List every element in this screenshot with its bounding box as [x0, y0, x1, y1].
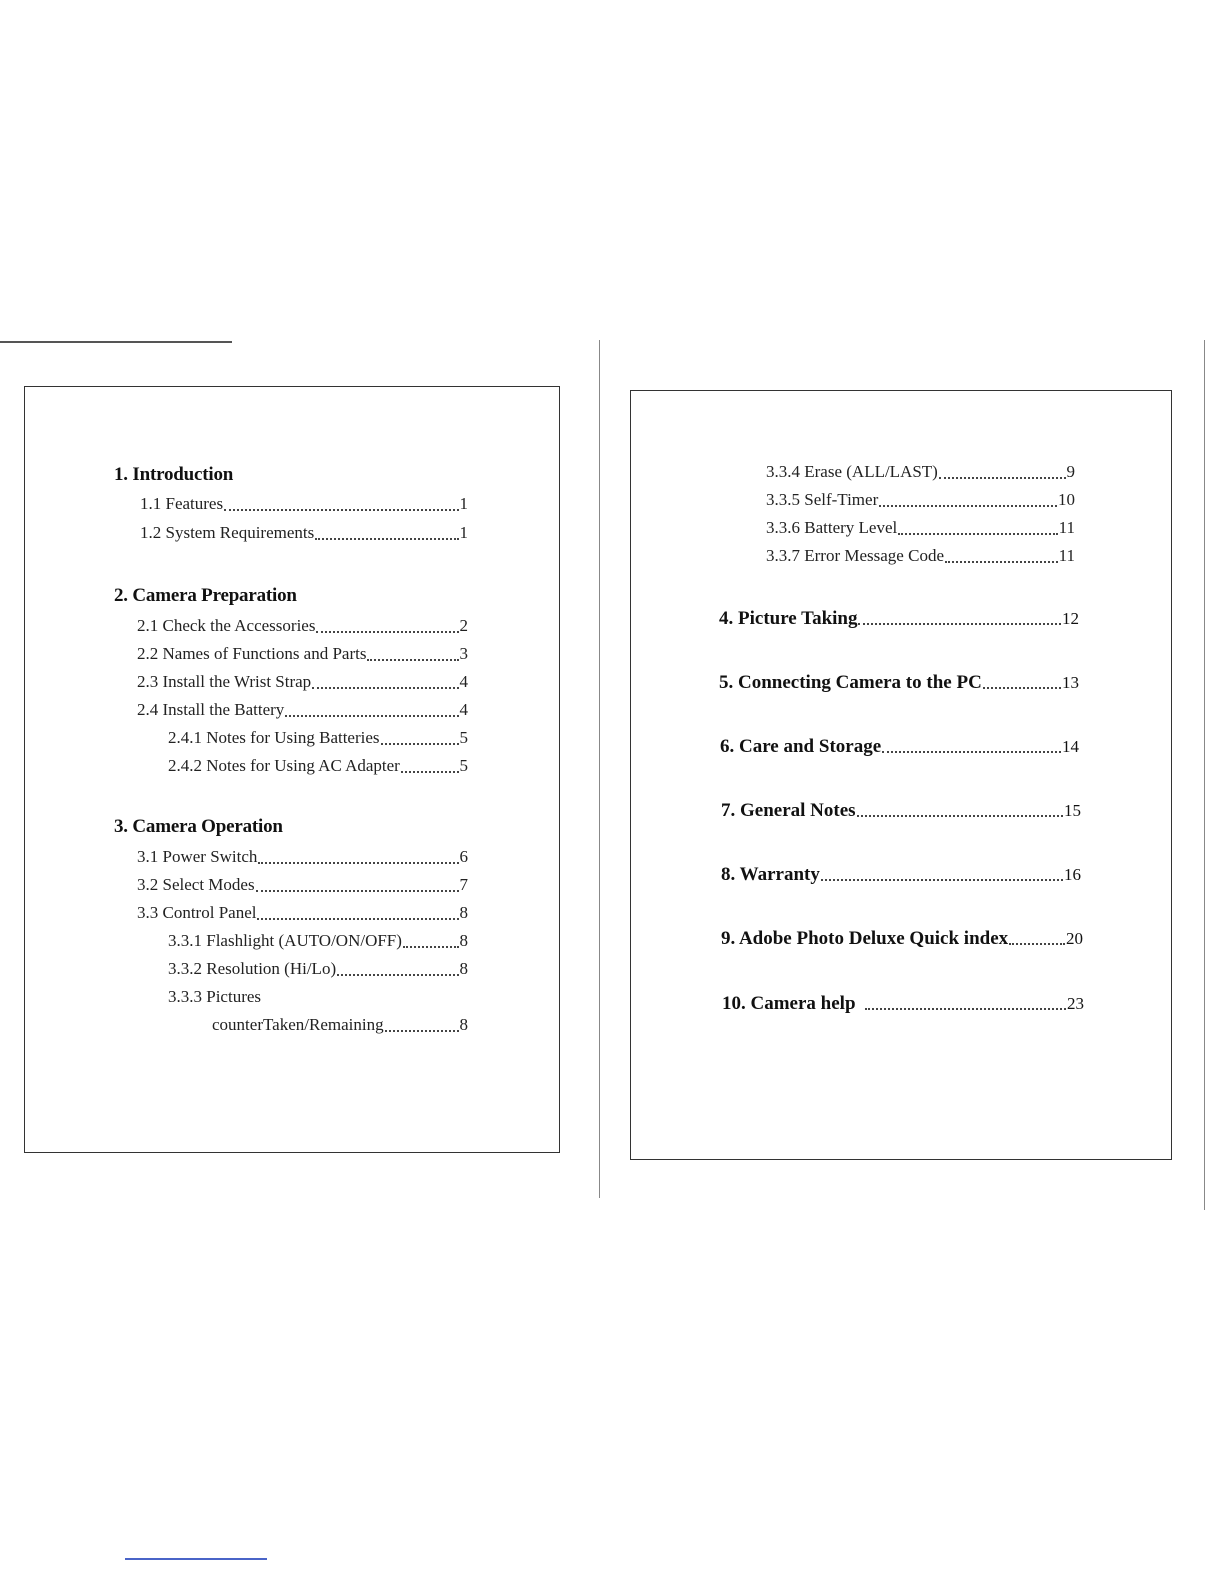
toc-entry-battery-level[interactable]	[766, 518, 1075, 540]
toc-chapter-adobe-photo-deluxe[interactable]	[721, 928, 1083, 950]
dot-leader	[385, 1030, 459, 1032]
section-heading-camera-preparation: 2. Camera Preparation	[114, 585, 297, 606]
toc-entry-names-functions-parts[interactable]	[137, 644, 468, 666]
toc-entry-select-modes[interactable]	[137, 875, 468, 897]
toc-entry-title: 2.4.2 Notes for Using AC Adapter	[168, 756, 400, 775]
dot-leader	[403, 946, 459, 948]
toc-chapter-page: 20	[1066, 929, 1083, 948]
dot-leader	[857, 815, 1063, 817]
dot-leader	[865, 1008, 1066, 1010]
dot-leader	[945, 561, 1058, 563]
toc-chapter-title: 5. Connecting Camera to the PC	[719, 672, 982, 693]
toc-chapter-page: 15	[1064, 801, 1081, 820]
toc-entry-page: 10	[1058, 490, 1075, 509]
center-fold-line	[599, 340, 600, 1198]
top-left-page-edge	[0, 341, 232, 343]
toc-entry-title: 2.4.1 Notes for Using Batteries	[168, 728, 380, 747]
dot-leader	[285, 715, 458, 717]
dot-leader	[312, 687, 458, 689]
toc-entry-page: 4	[459, 672, 468, 691]
toc-entry-check-accessories[interactable]	[137, 616, 468, 638]
toc-chapter-title: 4. Picture Taking	[719, 608, 858, 629]
dot-leader	[858, 623, 1061, 625]
toc-entry-title: 3.3.7 Error Message Code	[766, 546, 944, 565]
toc-entry-page: 6	[459, 847, 468, 866]
toc-entry-page: 8	[459, 1015, 468, 1034]
toc-entry-system-requirements[interactable]	[140, 523, 468, 545]
toc-entry-page: 3	[459, 644, 468, 663]
toc-entry-install-wrist-strap[interactable]	[137, 672, 468, 694]
toc-entry-page: 4	[459, 700, 468, 719]
toc-entry-error-message-code[interactable]	[766, 546, 1075, 568]
toc-entry-control-panel[interactable]	[137, 903, 468, 925]
toc-entry-title: 1.1 Features	[140, 494, 224, 513]
toc-chapter-camera-help[interactable]	[722, 993, 1084, 1015]
toc-entry-title: 3.3.6 Battery Level	[766, 518, 898, 537]
dot-leader	[898, 533, 1057, 535]
toc-entry-title: 2.4 Install the Battery	[137, 700, 285, 719]
dot-leader	[224, 509, 458, 511]
toc-entry-resolution[interactable]	[168, 959, 468, 981]
toc-entry-self-timer[interactable]	[766, 490, 1075, 512]
dot-leader	[879, 505, 1057, 507]
toc-entry-page: 5	[459, 728, 468, 747]
section-heading-camera-operation: 3. Camera Operation	[114, 816, 283, 837]
toc-entry-title: 2.3 Install the Wrist Strap	[137, 672, 312, 691]
toc-entry-title: 3.3.4 Erase (ALL/LAST)	[766, 462, 938, 481]
toc-entry-page: 1	[459, 494, 468, 513]
toc-entry-page: 1	[459, 523, 468, 542]
toc-entry-title: 3.3.2 Resolution (Hi/Lo)	[168, 959, 337, 978]
toc-chapter-warranty[interactable]	[721, 864, 1081, 886]
toc-entry-title: 3.3.5 Self-Timer	[766, 490, 879, 509]
dot-leader	[882, 751, 1061, 753]
toc-entry-erase[interactable]	[766, 462, 1075, 484]
toc-entry-features[interactable]	[140, 494, 468, 516]
toc-entry-title: 3.3.1 Flashlight (AUTO/ON/OFF)	[168, 931, 402, 950]
bottom-left-mark	[125, 1558, 267, 1560]
dot-leader	[315, 538, 458, 540]
toc-chapter-connecting-camera[interactable]	[719, 672, 1079, 694]
toc-chapter-title: 10. Camera help	[722, 993, 856, 1014]
toc-entry-flashlight[interactable]	[168, 931, 468, 953]
dot-leader	[316, 631, 458, 633]
toc-chapter-title: 6. Care and Storage	[720, 736, 882, 757]
toc-entry-page: 8	[459, 903, 468, 922]
toc-entry-notes-ac-adapter[interactable]	[168, 756, 468, 778]
toc-entry-title: 3.3 Control Panel	[137, 903, 257, 922]
toc-chapter-title: 7. General Notes	[721, 800, 856, 821]
toc-entry-title: 1.2 System Requirements	[140, 523, 315, 542]
toc-entry-title: counterTaken/Remaining	[212, 1015, 384, 1034]
toc-entry-page: 11	[1058, 546, 1075, 565]
right-page-edge	[1204, 340, 1205, 1210]
dot-leader	[367, 659, 458, 661]
dot-leader	[337, 974, 458, 976]
toc-entry-page: 8	[459, 931, 468, 950]
toc-entry-notes-batteries[interactable]	[168, 728, 468, 750]
toc-entry-title: 2.2 Names of Functions and Parts	[137, 644, 367, 663]
toc-entry-page: 9	[1066, 462, 1075, 481]
section-heading-introduction: 1. Introduction	[114, 464, 234, 485]
dot-leader	[939, 477, 1066, 479]
toc-entry-pictures-counter[interactable]	[212, 1015, 468, 1037]
toc-chapter-page: 12	[1062, 609, 1079, 628]
toc-entry-page: 5	[459, 756, 468, 775]
dot-leader	[983, 687, 1061, 689]
toc-chapter-title: 9. Adobe Photo Deluxe Quick index	[721, 928, 1009, 949]
toc-chapter-picture-taking[interactable]	[719, 608, 1079, 630]
dot-leader	[381, 743, 459, 745]
toc-chapter-title: 8. Warranty	[721, 864, 820, 885]
dot-leader	[1009, 943, 1065, 945]
toc-entry-page: 11	[1058, 518, 1075, 537]
toc-entry-install-battery[interactable]	[137, 700, 468, 722]
dot-leader	[258, 862, 458, 864]
toc-entry-title: 2.1 Check the Accessories	[137, 616, 316, 635]
toc-entry-page: 7	[459, 875, 468, 894]
dot-leader	[257, 918, 458, 920]
toc-entry-page: 2	[459, 616, 468, 635]
toc-chapter-care-storage[interactable]	[720, 736, 1079, 758]
toc-entry-power-switch[interactable]	[137, 847, 468, 869]
dot-leader	[821, 879, 1063, 881]
toc-chapter-general-notes[interactable]	[721, 800, 1081, 822]
toc-chapter-page: 14	[1062, 737, 1079, 756]
toc-entry-page: 8	[459, 959, 468, 978]
dot-leader	[401, 771, 459, 773]
toc-entry-title: 3.2 Select Modes	[137, 875, 255, 894]
dot-leader	[256, 890, 459, 892]
toc-entry-pictures-line1[interactable]: 3.3.3 Pictures	[168, 987, 262, 1006]
toc-chapter-page: 16	[1064, 865, 1081, 884]
toc-entry-title: 3.1 Power Switch	[137, 847, 258, 866]
toc-chapter-page: 13	[1062, 673, 1079, 692]
toc-chapter-page: 23	[1067, 994, 1084, 1013]
